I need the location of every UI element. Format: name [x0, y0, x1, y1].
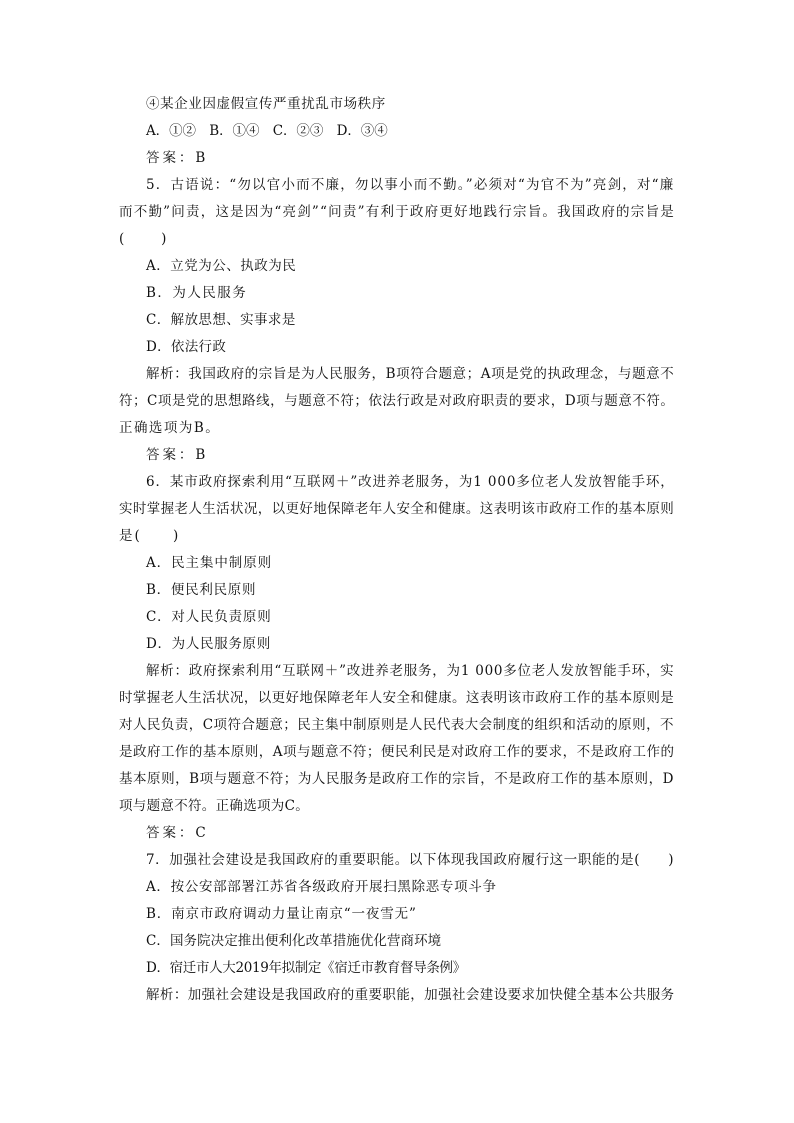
option-c: C．对人民负责原则: [146, 609, 272, 625]
option-d: D．为人民服务原则: [146, 636, 271, 652]
option-a: A．立党为公、执政为民: [146, 258, 297, 274]
option-d: D．宿迁市人大2019年拟制定《宿迁市教育督导条例》: [146, 960, 466, 976]
analysis-line: 时掌握老人生活状况，以更好地保障老年人安全和健康。这表明该市政府工作的基本原则是: [119, 690, 675, 706]
analysis-line: 解析：我国政府的宗旨是为人民服务，B项符合题意；A项是党的执政理念，与题意不: [146, 366, 675, 382]
answer-line: 答案：B: [146, 447, 209, 463]
analysis-line: 符；C项是党的思想路线，与题意不符；依法行政是对政府职责的要求，D项与题意不符。: [119, 393, 675, 409]
question-6-line-1: 6．某市政府探索利用“互联网＋”改进养老服务，为1 000多位老人发放智能手环，: [146, 474, 675, 490]
option-b: B．便民利民原则: [146, 582, 257, 598]
answer-line: 答案：C: [146, 825, 209, 841]
answer-line: 答案：B: [146, 150, 209, 166]
option-b: B．南京市政府调动力量让南京“一夜雪无”: [146, 906, 417, 922]
question-7-line-1: 7．加强社会建设是我国政府的重要职能。以下体现我国政府履行这一职能的是( ): [146, 852, 675, 868]
option-a: A．民主集中制原则: [146, 555, 273, 571]
analysis-line: 解析：政府探索利用“互联网＋”改进养老服务，为1 000多位老人发放智能手环，实: [146, 663, 675, 679]
option-c: C．国务院决定推出便利化改革措施优化营商环境: [146, 933, 442, 949]
question-6-blank: 是( ): [119, 528, 181, 544]
question-5-blank: ( ): [119, 231, 170, 247]
analysis-line: 正确选项为B。: [119, 420, 221, 436]
question-5-line-1: 5．古语说：“勿以官小而不廉，勿以事小而不勤。”必须对“为官不为”亮剑，对“廉: [146, 177, 675, 193]
analysis-line: 解析：加强社会建设是我国政府的重要职能，加强社会建设要求加快健全基本公共服务: [146, 987, 675, 1003]
question-5-line-2: 而不勤”问责，这是因为“亮剑”“问责”有利于政府更好地践行宗旨。我国政府的宗旨是: [119, 204, 675, 220]
analysis-line: 项与题意不符。正确选项为C。: [119, 798, 310, 814]
option-line-4: ④某企业因虚假宣传严重扰乱市场秩序: [146, 96, 386, 112]
analysis-line: 是政府工作的基本原则，A项与题意不符；便民利民是对政府工作的要求，不是政府工作的: [119, 744, 675, 760]
choices-line: A．①② B．①④ C．②③ D．③④: [146, 123, 388, 139]
option-d: D．依法行政: [146, 339, 227, 355]
analysis-line: 对人民负责，C项符合题意；民主集中制原则是人民代表大会制度的组织和活动的原则，不: [119, 717, 674, 733]
option-c: C．解放思想、实事求是: [146, 312, 296, 328]
analysis-line: 基本原则，B项与题意不符；为人民服务是政府工作的宗旨，不是政府工作的基本原则，D: [119, 771, 674, 787]
option-b: B．为人民服务: [146, 285, 248, 301]
question-6-line-2: 实时掌握老人生活状况，以更好地保障老年人安全和健康。这表明该市政府工作的基本原则: [119, 501, 675, 517]
option-a: A．按公安部部署江苏省各级政府开展扫黑除恶专项斗争: [146, 879, 497, 895]
